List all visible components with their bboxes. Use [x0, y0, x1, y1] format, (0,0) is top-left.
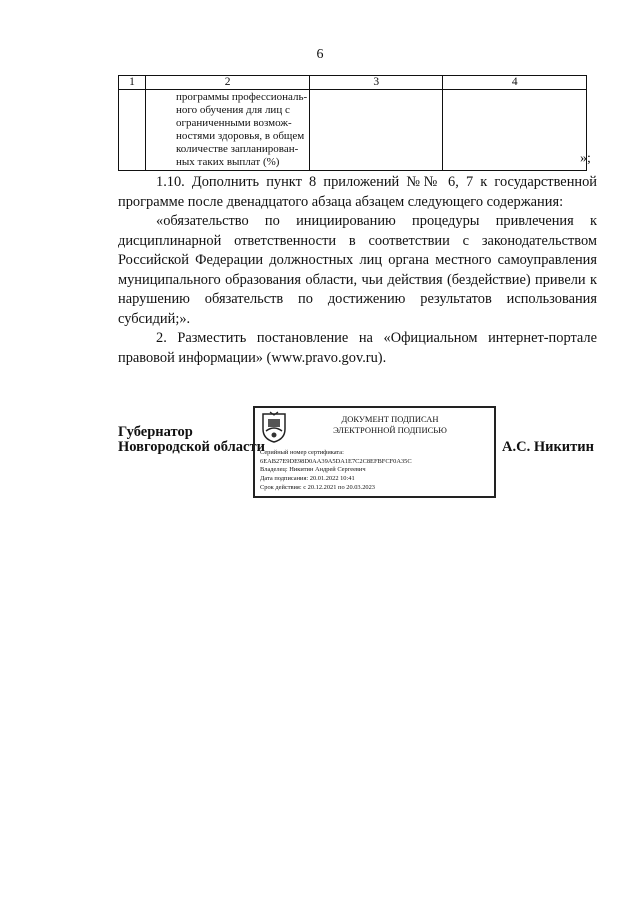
text-line: правовой информации» (www.pravo.gov.ru). [118, 349, 387, 366]
table-cell [443, 90, 587, 171]
page-number: 6 [316, 47, 324, 62]
cell-text-line: ограниченными возмож- [176, 117, 292, 129]
stamp-title [295, 414, 485, 436]
text-line: Российской Федерации должностных лиц органа местного самоуправления [118, 252, 597, 268]
text-line: 1.10. Дополнить пункт 8 приложений №№ 6, 7 к государственной [156, 174, 597, 190]
signatory-position [118, 425, 265, 455]
table-header-cell: 1 [119, 76, 146, 90]
stamp-owner: Владелец: Никитин Андрей Сергеевич [260, 466, 366, 474]
table-header-cell: 3 [310, 76, 443, 90]
text-line: дисциплинарной ответственности в соответствии с законодательством [118, 232, 597, 249]
coat-of-arms-icon [260, 411, 288, 444]
table-row [119, 90, 587, 171]
cell-text-line: ных таких выплат (%) [176, 156, 280, 168]
signatory-name: А.С. Никитин [502, 439, 594, 455]
text-line: 2. Разместить постановление на «Официальном интернет-портале [156, 330, 597, 346]
table-cell-indicator-name [146, 90, 310, 171]
text-line: субсидий;». [118, 310, 191, 327]
stamp-serial-label: Серийный номер сертификата: [260, 449, 344, 456]
stamp-validity: Срок действия: с 20.12.2021 по 20.03.2023 [260, 483, 376, 491]
table-cell [310, 90, 443, 171]
table-cell [119, 90, 146, 171]
cell-text-line: количестве запланирован- [176, 143, 299, 155]
position-line: Новгородской области [118, 439, 265, 455]
text-line: муниципального образования области, чьи действия (бездействие) привели к [118, 271, 597, 288]
stamp-serial: 6EAB27E9DE98D0AA39A5DA1E7C2C8EFBFCF0A35C [260, 457, 412, 465]
stamp-title-line: ЭЛЕКТРОННОЙ ПОДПИСЬЮ [333, 425, 447, 435]
text-line: «обязательство по инициированию процедуры привлечения к [156, 213, 597, 229]
electronic-signature-stamp [253, 406, 496, 498]
cell-text-line: программы профессиональ- [176, 91, 308, 103]
stamp-date: Дата подписания: 20.01.2022 10:41 [260, 475, 355, 483]
text-line: нарушению обязательств по достижению результатов использования [118, 291, 597, 307]
position-line: Губернатор [118, 424, 193, 440]
paragraph-amendment [118, 173, 597, 212]
stamp-title-line: ДОКУМЕНТ ПОДПИСАН [341, 414, 439, 424]
closing-quote: »; [580, 151, 591, 166]
indicator-table [118, 75, 587, 171]
cell-text-line: ного обучения для лиц с [176, 104, 290, 116]
table-header-row [119, 76, 587, 90]
stamp-details [260, 449, 412, 493]
paragraph-publication [118, 329, 597, 368]
cell-text-line: ностями здоровья, в общем [176, 130, 305, 142]
table-header-cell: 4 [443, 76, 587, 90]
table-header-cell: 2 [146, 76, 310, 90]
text-line: программе после двенадцатого абзаца абзацем следующего содержания: [118, 193, 564, 210]
paragraph-quoted-text [118, 212, 597, 329]
